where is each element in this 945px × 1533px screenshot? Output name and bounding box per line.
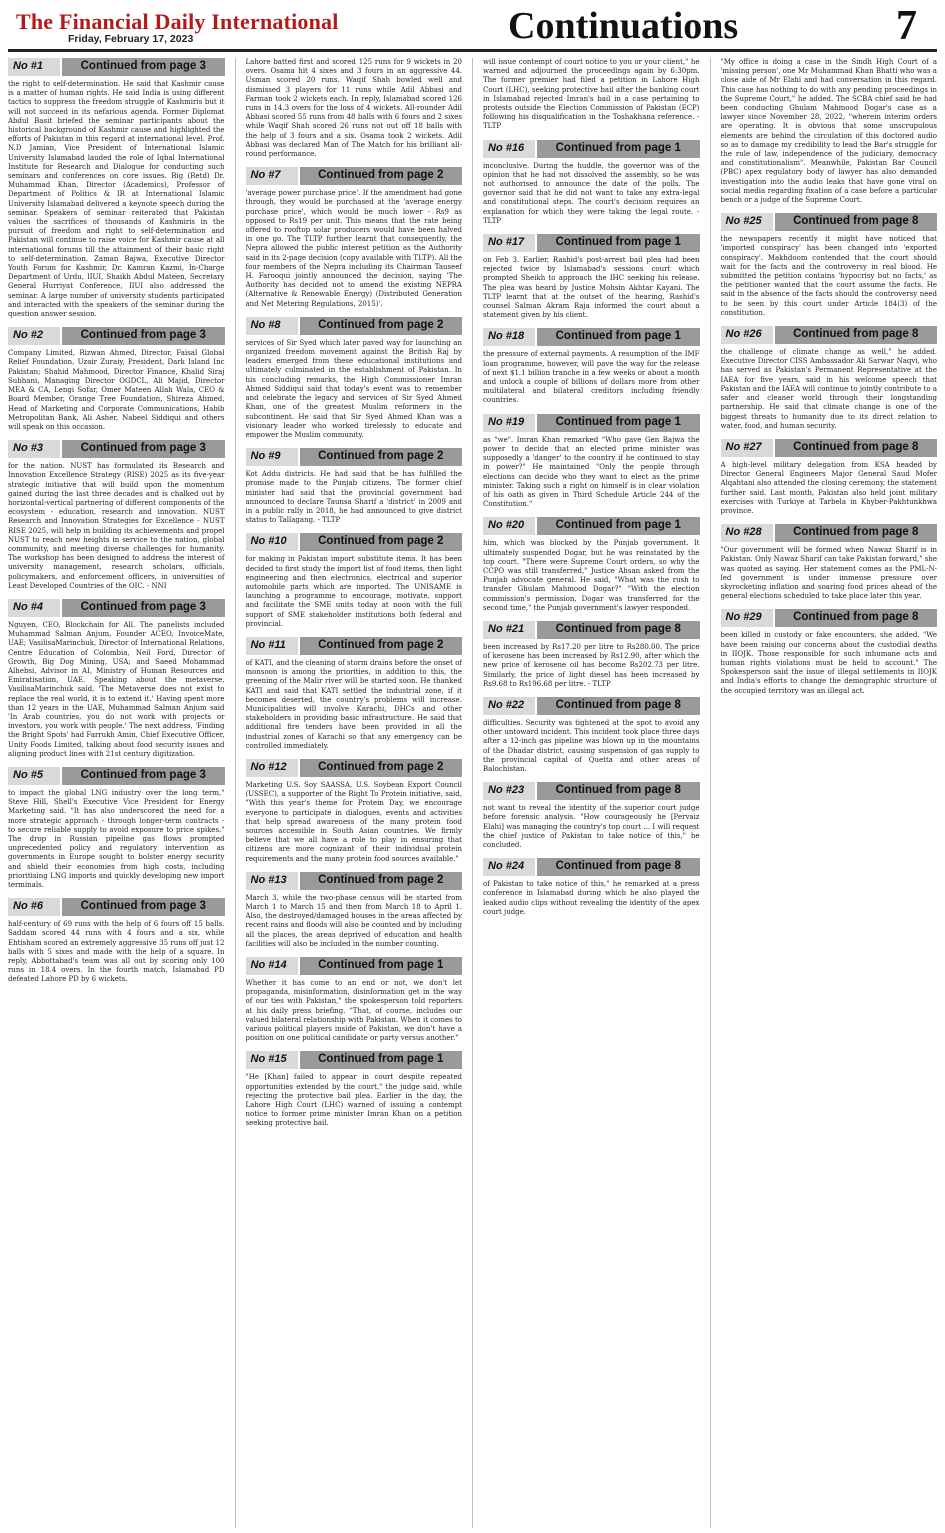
- continuation-header: [246, 167, 463, 185]
- continuation-label: Continued from page 1: [535, 140, 700, 158]
- article-text: March 3, while the two-phase census will be started from March 1 to March 15 and then from March 18 to April 1. Also, the destroyed/damaged houses in the areas affected by recent rains and floods will also be counted and by including all the places, the areas deprived of education and health facilities will also be included in the number counting.: [245, 893, 462, 948]
- continuation-label: Continued from page 2: [298, 448, 463, 466]
- continuation-block: [721, 524, 938, 601]
- continuation-number: No #17: [483, 234, 535, 252]
- continuation-header: [246, 317, 463, 335]
- continuation-number: No #27: [721, 439, 773, 457]
- continuation-block: [483, 782, 700, 850]
- continuation-header: [721, 609, 938, 627]
- continuation-block: [246, 1051, 463, 1128]
- column-2: [246, 58, 463, 1528]
- continuation-label: Continued from page 3: [60, 440, 225, 458]
- article-text: Marketing U.S. Soy SAASSA, U.S. Soybean Export Council (USSEC), a supporter of the Right To Protein initiative, said, "With this year's theme for Protein Day, we encourage everyone to participate in dialogues, events and activities that help spread awareness of the many protein food sources accessible in South Asian countries. We firmly believe that we all have a role to play in ensuring that citizens are more cognizant of their individual protein requirements and the many protein food sources available.": [245, 780, 462, 863]
- continuation-label: Continued from page 1: [535, 414, 700, 432]
- article-text: not want to reveal the identity of the superior court judge before forensic analysis. "How courageously he [Pervaiz Elahi] was managing the country's top court ... I will request the chief justice of Pakistan to take notice of this," he concluded.: [483, 804, 700, 849]
- continuation-number: No #2: [8, 327, 60, 345]
- article-text: Whether it has come to an end or not, we don't let propaganda, misinformation, disinformation get in the way of our ties with Pakistan," the spokesperson told reporters at his daily press briefing. "That, of course, includes our valued bilateral relationship with Pakistan. When it comes to various political players inside of Pakistan, we don't have a position on one political candidate or party versus another.": [245, 979, 462, 1043]
- article-text: the challenge of climate change as well," he added. Executive Director CISS Ambassador Ali Sarwar Naqvi, who has served as Pakistan's Permanent Representative at the IAEA for five years, said in his welcome speech that Pakistan and the IAEA will continue to jointly contribute to a safer and cleaner world through their longstanding partnership. He said that climate change is one of the biggest threats to humanity due to its direct relation to water, food, and human security.: [720, 348, 937, 430]
- article-text: been increased by Rs17.20 per litre to Rs280.00. The price of kerosene has been increased by Rs12.90, after which the new price of kerosene oil has become Rs202.73 per litre. Similarly, the price of light diesel has been increased by Rs9.68 to Rs196.68 per litre. - TLTP: [483, 642, 700, 688]
- article-text: the right to self-determination. He said that Kashmir cause is a matter of human rights. He said India is using different tactics to suppress the freedom struggle of Kashmiris but it will not succeed in its nefarious agenda. Former Diplomat Abdul Basit briefed the seminar participants about the historical background of Kashmir cause and highlighted the efforts of Pakistan in this regard at international level. Prof. N.D Jamian, Vice President of International Islamic University Islamabad lauded the role of Iqbal International Institute for Research and Dialogue for conducting such seminars and conferences on core issues. Big (Retd) Dr. Muhammad Khan, Director (Academics), Professor of Department of Politics & IR at International Islamic University Islamabad delivered a keynote speech during the seminar. Speakers of seminar reiterated that Pakistan values the sacrifices of thousands of Kashmiris in the pursuit of freedom and right to self-determination and Pakistan will continue to raise voice for Kashmir cause at all international forums till the attainment of their basic right to self-determination. Zaman Bajwa, Executive Director Youth Forum for Kashmir, Dr. Kamran Kazmi, In-Charge Department of Urdu, IIUI, Shaikh Abdul Mateen, Secretary General Hurriyat Conference, IIUI also addressed the seminar. A large number of university students participated and interacted with the speakers of the seminar during the question answer session.: [8, 80, 225, 319]
- article-text: him, which was blocked by the Punjab government. It ultimately suspended Dogar, but he was reinstated by the top court. "There were Supreme Court orders, so why the CCPO was still transferred," Justice Ahsan asked from the Punjab advocate general. He said, "What was the rush to transfer Ghulam Mahmood Dogar?" "With the election commission's permission, Dogar was transferred for the second time," the Punjab government's lawyer responded.: [483, 539, 700, 612]
- continuation-header: [246, 872, 463, 890]
- continuation-header: [721, 213, 938, 231]
- article-text: for making in Pakistan import substitute items. It has been decided to first study the import list of food items, then light engineering and then electronics, electrical and superior automobile parts which are imported. The UNISAME is launching a programme to encourage, motivate, support and facilitate the SME units today at noon with the full support of SME stakeholder institutions both federal and provincial.: [245, 555, 462, 628]
- continuation-label: Continued from page 8: [535, 697, 700, 715]
- continuation-number: No #22: [483, 697, 535, 715]
- continuation-label: Continued from page 3: [60, 767, 225, 785]
- continuation-number: No #5: [8, 767, 60, 785]
- column-rule: [710, 58, 711, 1528]
- continuation-header: [721, 524, 938, 542]
- column-rule: [235, 58, 236, 1528]
- continuation-number: No #12: [246, 759, 298, 777]
- continuation-header: [483, 414, 700, 432]
- continuation-block: [246, 533, 463, 629]
- continuation-header: [721, 326, 938, 344]
- continuation-header: [8, 58, 225, 76]
- article-text: "Our government will be formed when Nawaz Sharif is in Pakistan. Only Nawaz Sharif can take Pakistan forward," she was quoted as saying. Her statement comes as the PML-N-led government is under immense pressure over skyrocketing inflation and soaring food prices ahead of the general elections scheduled to take place later this year.: [720, 546, 937, 601]
- continuation-header: [246, 448, 463, 466]
- continuation-label: Continued from page 8: [535, 621, 700, 639]
- section-title: Continuations: [508, 5, 739, 47]
- continuation-header: [483, 697, 700, 715]
- article-text: of KATI, and the cleaning of storm drains before the onset of monsoon is among the priorities, in addition to this, the greening of the Malir river will be started soon. He thanked KATI and said that KATI settled the industrial zone, if it becomes deserted, the country's problems will increase. Municipalities will involve Karachi, DHCs and other stakeholders in providing basic infrastructure. He said that additional fire tenders have been provided in all the industrial zones of Karachi so that any emergency can be controlled immediately.: [245, 658, 462, 750]
- continuation-number: No #6: [8, 898, 60, 916]
- continuation-label: Continued from page 8: [773, 326, 938, 344]
- continuation-label: Continued from page 2: [298, 317, 463, 335]
- continuation-number: No #19: [483, 414, 535, 432]
- continuation-label: Continued from page 1: [298, 1051, 463, 1069]
- continuation-label: Continued from page 1: [535, 517, 700, 535]
- continuation-number: No #3: [8, 440, 60, 458]
- continuation-block: [721, 439, 938, 516]
- continuation-block: [246, 872, 463, 949]
- continuation-number: No #23: [483, 782, 535, 800]
- continuation-number: No #18: [483, 328, 535, 346]
- continuation-number: No #9: [246, 448, 298, 466]
- continuation-label: Continued from page 3: [60, 58, 225, 76]
- continuation-number: No #13: [246, 872, 298, 890]
- continuation-block: [483, 621, 700, 689]
- continuation-number: No #15: [246, 1051, 298, 1069]
- article-text: Nguyen, CEO, Blockchain for All. The panelists included Muhammad Salman Anjum, Founder ACEO, InvoiceMate, UAE; VasilisaMarinchuk, Director of International Relations, Centre Education of Colombia, Neil Ford, Director of Growth, Big Dog Mining, USA; and Saeed Mohammad Alhebsi, Advisor in AI, Ministry of Human Resources and Emiratisation, UAE. Speaking about the metaverse, VasilisaMarinchuk said, 'The Metaverse does not exist to replace the real world, it is to extend it.' Having spent more than 12 years in the UAE, Muhammad Salman Anjum said 'In Arab countries, you do not work with projects or investors, you work with people.' The next address, 'Finding the Bright Spots' had Farrukh Amin, Chief Executive Officer, Unity Foods Limited, talking about food security issues and aligning product lines with 21st century digitization.: [8, 620, 225, 758]
- article-text: the newspapers recently it might have noticed that 'imported conspiracy' has been changed into 'exported conspiracy'. Makhdoom contended that the court should wait for the facts and the controversy in real blood. He submitted the petition contains 'hypocrisy but no facts,' as the petitioner wanted that the court assume the facts. He said in the absence of the facts should the controversy need to be seen by this court under Article 184(3) of the constitution.: [720, 235, 937, 317]
- article-text: Kot Addu districts. He had said that he has fulfilled the promise made to the Punjab citizens. The former chief minister had said that the provincial government had announced to declare Taunsa Sharif a 'district' in 2009 and in a public rally in 2018, he had announced to give district status to Tallagang. - TLTP: [245, 470, 462, 525]
- continuation-block: [483, 858, 700, 917]
- continuation-block: [8, 58, 225, 319]
- continuation-block: [246, 637, 463, 751]
- continuation-block: [721, 326, 938, 431]
- continuation-label: Continued from page 1: [535, 234, 700, 252]
- article-text: been killed in custody or fake encounters, she added. "We have been raising our concerns about the custodial deaths in IIOJK. Those responsible for such inhumane acts and human rights violations must be held to account." The Spokesperson said the issue of illegal settlements in IIOJK and India's efforts to change the demographic structure of the occupied territory was an illegal act.: [720, 631, 937, 695]
- continuation-block: [246, 317, 463, 440]
- continuation-header: [246, 637, 463, 655]
- article-text: the pressure of external payments. A resumption of the IMF loan programme, however, will pave the way for the release of next $1.1 billion tranche in a few weeks or about a month and unlock a couple of billions of dollars more from other multilateral and bilateral creditors including friendly countries.: [483, 350, 700, 405]
- masthead: [8, 0, 937, 52]
- continuation-label: Continued from page 2: [298, 167, 463, 185]
- continuation-number: No #24: [483, 858, 535, 876]
- continuation-label: Continued from page 2: [298, 872, 463, 890]
- column-3: [483, 58, 700, 1528]
- continuation-header: [246, 1051, 463, 1069]
- continuation-block: [8, 767, 225, 890]
- continuation-header: [246, 957, 463, 975]
- article-text: 'average power purchase price'. If the amendment had gone through, they would be purchased at the 'average energy purchase price', which would be much lower - Rs9 as opposed to Rs19 per unit. This means that the rate being offered to rooftop solar producers would have been halved in one go. The TLTP further learnt that consequently, the Nepra allowed the public interest petition as the Authority said in its 2-page decision (copy available with TLTP). All the four members of the Nepra including its Chairman Tauseef H. Farooqui jointly announced the decision, saying 'The Authority has decided not to amend the existing NEPRA (Alternative & Renewable Energy) (Distributed Generation and Net Metering Regulations, 2015)'.: [245, 189, 462, 308]
- continuation-header: [8, 440, 225, 458]
- article-text: as "we". Imran Khan remarked "Who gave Gen Bajwa the power to decide that an elected prime minister was supposedly a 'danger' to the country if he continued to stay in power?" He maintained "Only the people through elections can decide who they want to elect as the prime minister. Taking such a right on himself is in clear violation of his oath as given in Third Schedule Article 244 of the Constitution.": [483, 435, 700, 509]
- continuation-number: No #25: [721, 213, 773, 231]
- article-text: of Pakistan to take notice of this," he remarked at a press conference in Islamabad during which he also played the leaked audio clips without revealing the identity of the apex court judge.: [483, 880, 700, 916]
- continuation-block: [8, 599, 225, 759]
- article-text: on Feb 3. Earlier, Rashid's post-arrest bail plea had been rejected twice by Islamabad's sessions court which prompted Sheikh to approach the IHC seeking his release. The plea was heard by Justice Mohsin Akhtar Kayani. The TLTP learnt that at the outset of the hearing, Rashid's counsel Salman Akram Raja informed the court about a statement given by his client.: [483, 256, 700, 320]
- continuation-block: [483, 328, 700, 405]
- article-text: to impact the global LNG industry over the long term," Steve Hill, Shell's Executive Vice President for Energy Marketing said. "It has also underscored the need for a more strategic approach - through longer-term contracts - to secure reliable supply to avoid exposure to price spikes." The drop in Russian pipeline gas flows prompted unprecedented policy and regulatory intervention as governments in Europe sought to bolster energy security and shield their economies from high costs, including prioritising LNG imports and quickly developing new import terminals.: [8, 789, 225, 890]
- continuation-block: [246, 759, 463, 864]
- continuation-block: [8, 327, 225, 432]
- article-text: difficulties. Security was tightened at the spot to avoid any other untoward incident. This incident took place three days after a 12-inch gas pipeline was blown up in the mountains of the Dhadar district, causing suspension of gas supply to the provincial capital of Quetta and other areas of Balochistan.: [483, 718, 700, 773]
- continuation-block: [483, 234, 700, 320]
- continuation-number: No #16: [483, 140, 535, 158]
- page-number: 7: [896, 3, 917, 49]
- continuation-number: No #26: [721, 326, 773, 344]
- continuation-number: No #8: [246, 317, 298, 335]
- article-text: for the nation. NUST has formulated its Research and Innovation Excellence Strategy (RISE) 2025 as its five-year strategic initiative that will build upon the momentum gained during the last three decades and is chalked out by horizontal-vertical partnering of different components of the ecosystem - education, research and innovation. NUST Research and Innovation Strategies for Excellence - NUST RISE 2025, will help in building its achievements and propel NUST to reach new heights in service to the nation, global community, and meeting diverse challenges for humanity. The workshop has been designed to address the interest of university management, research scholars, officials, policymakers, and enforcement officers, in universities of Least Developed Countries of the OIC. - NNI: [8, 462, 225, 590]
- continuation-number: No #4: [8, 599, 60, 617]
- continuation-header: [721, 439, 938, 457]
- paper-date: Friday, February 17, 2023: [68, 33, 194, 45]
- article-text: half-century of 69 runs with the help of 6 fours off 15 balls. Saddam scored 44 runs with 4 fours and a six, while Ehtisham scored an extremely aggressive 35 runs off just 12 balls with 5 sixes and made with the help of a square. In reply, Abbottabad's team was all out by scoring only 100 runs in 18.4 overs. In the fourth match, Islamabad PD defeated Lahore PD by 6 wickets.: [8, 920, 225, 984]
- continuation-block: [246, 167, 463, 309]
- continuation-block: [721, 58, 938, 205]
- continuation-label: Continued from page 3: [60, 327, 225, 345]
- continuation-label: Continued from page 3: [60, 599, 225, 617]
- continuation-label: Continued from page 2: [298, 533, 463, 551]
- continuation-block: [246, 448, 463, 525]
- continuation-header: [483, 621, 700, 639]
- continuation-header: [483, 782, 700, 800]
- article-text: inconclusive. During the huddle, the governor was of the opinion that he had not dissolved the assembly, so he was not authorised to announce the date of the polls. The governor said that he did not want to take any extra-legal and constitutional steps. The court's decision requires an explanation for which they were taking the legal route. - TLTP: [483, 161, 700, 225]
- paper-name: The Financial Daily International: [16, 9, 339, 34]
- continuation-label: Continued from page 8: [773, 213, 938, 231]
- continuation-block: [483, 517, 700, 613]
- continuation-label: Continued from page 8: [773, 609, 938, 627]
- continuation-label: Continued from page 3: [60, 898, 225, 916]
- article-text: "My office is doing a case in the Sindh High Court of a 'missing person', one Mr Muhammad Khan Bhatti who was a close aide of Mr Elahi and had conversation in this regard. This case has nothing to do with any pending proceedings in the Supreme Court," he added. The SCBA chief said he had been conducting Ghulam Mahmood Dogar's case as a lawyer since November 28, 2022, "wherein interim orders are operating. It is obvious that some unscrupulous elements are behind the circulation of this doctored audio so as to damage my credibility to lead the Bar's struggle for the rule of law, independence of the judiciary, democracy and constitutionalism". Meanwhile, Pakistan Bar Council (PBC) apex regulatory body of lawyer has also demanded investigation into the audio leaks that have gone viral on social media regarding fixation of a case before a particular bench or a judge of the Supreme Court.: [720, 58, 937, 205]
- continuation-block: [483, 140, 700, 226]
- continuation-number: No #14: [246, 957, 298, 975]
- article-text: A high-level military delegation from KSA headed by Director General Engineers Major General Saud Mofer Alqahtani also attended the closing ceremony, the statement further said. Last month, Pakistan also held joint military exercises with Turkiye at Tarbela in Khyber-Pakhtunkhwa province.: [720, 460, 937, 515]
- continuation-header: [483, 517, 700, 535]
- column-rule: [472, 58, 473, 1528]
- continuation-header: [483, 328, 700, 346]
- continuation-label: Continued from page 1: [298, 957, 463, 975]
- continuation-header: [8, 327, 225, 345]
- continuation-number: No #20: [483, 517, 535, 535]
- columns: [8, 52, 937, 1528]
- continuation-block: [483, 414, 700, 510]
- continuation-header: [8, 767, 225, 785]
- continuation-block: [483, 58, 700, 132]
- continuation-label: Continued from page 8: [535, 782, 700, 800]
- continuation-header: [246, 759, 463, 777]
- continuation-number: No #28: [721, 524, 773, 542]
- continuation-number: No #1: [8, 58, 60, 76]
- continuation-block: [246, 957, 463, 1043]
- continuation-block: [721, 609, 938, 695]
- continuation-number: No #7: [246, 167, 298, 185]
- continuation-label: Continued from page 8: [773, 439, 938, 457]
- continuation-label: Continued from page 8: [773, 524, 938, 542]
- continuation-number: No #10: [246, 533, 298, 551]
- continuation-label: Continued from page 8: [535, 858, 700, 876]
- article-text: "He [Khan] failed to appear in court despite repeated opportunities extended by the court," the judge said, while rejecting the protective bail plea. Earlier in the day, the Lahore High Court (LHC) warned of issuing a contempt notice to former prime minister Imran Khan on a petition seeking protective bail.: [245, 1073, 462, 1128]
- article-text: will issue contempt of court notice to you or your client," he warned and adjourned the proceedings again by 6:30pm. The former premier had filed a petition in Lahore High Court (LHC), seeking protective bail after the banking court in Islamabad rejected Imran's bail in a case pertaining to protests outside the Election Commission of Pakistan (ECP) following his disqualification in the Toshakhana reference. - TLTP: [483, 58, 700, 131]
- continuation-number: No #29: [721, 609, 773, 627]
- continuation-block: [721, 213, 938, 318]
- continuation-label: Continued from page 2: [298, 637, 463, 655]
- article-text: Lahore batted first and scored 125 runs for 9 wickets in 20 overs. Osama hit 4 sixes and 3 fours in an aggressive 44. Usman scored 20 runs. Waqif Shah bowled well and dismissed 3 players for 11 runs while Adil Abbasi and Farman took 2 wickets each. In reply, Islamabad scored 126 runs in 14.3 overs for the loss of 4 wickets. All-rounder Adil Abbasi scored 55 runs from 48 balls with 6 fours and 2 sixes while Waqif Shah scored 26 runs not out off 18 balls with the help of 3 fours and a six. Osama took 2 wickets. Adil Abbasi was declared Man of The Match for his brilliant all-round performance.: [245, 58, 462, 159]
- continuation-block: [8, 898, 225, 984]
- continuation-header: [8, 599, 225, 617]
- column-1: [8, 58, 225, 1528]
- column-4: [721, 58, 938, 1528]
- continuation-block: [246, 58, 463, 159]
- continuation-block: [483, 697, 700, 774]
- continuation-header: [483, 234, 700, 252]
- continuation-header: [246, 533, 463, 551]
- article-text: Company Limited, Rizwan Ahmed, Director, Faisal Global Relief Foundation, Uzair Zuraiy, President, Dark Island Inc Pakistan; Shahid Mahmood, Director Finance, Khalid Siraj Subhani, Managing Director OGDCL, Ali Majid, Director MEA & CA, Lengi Sofar, Omer Mateen Allah Wala, CEO & Board Member, Orange Tree Foundation, Shireza Ahmed, Head of Marketing and Corporate Communications, Habib Metropolitan Bank, Ali Asher, Nabeel Siddiqui and others will speak on this occasion.: [8, 349, 225, 431]
- article-text: services of Sir Syed which later paved way for launching an organized freedom movement against the British Raj by leaders emerged from these educational institutions and ultimately culminated in the establishment of Pakistan. In his concluding remarks, the High Commissioner Imran Ahmed Siddiqui said that today's event was to remember and celebrate the legacy and services of Sir Syed Ahmed Khan, one of the greatest Muslim reformers in the subcontinent. He said that Sir Syed Ahmed Khan was a visionary leader who worked tirelessly to educate and empower the Muslim community.: [245, 338, 462, 439]
- continuation-header: [8, 898, 225, 916]
- continuation-number: No #21: [483, 621, 535, 639]
- continuation-header: [483, 858, 700, 876]
- continuation-label: Continued from page 2: [298, 759, 463, 777]
- continuation-label: Continued from page 1: [535, 328, 700, 346]
- continuation-header: [483, 140, 700, 158]
- continuation-block: [8, 440, 225, 591]
- continuation-number: No #11: [246, 637, 298, 655]
